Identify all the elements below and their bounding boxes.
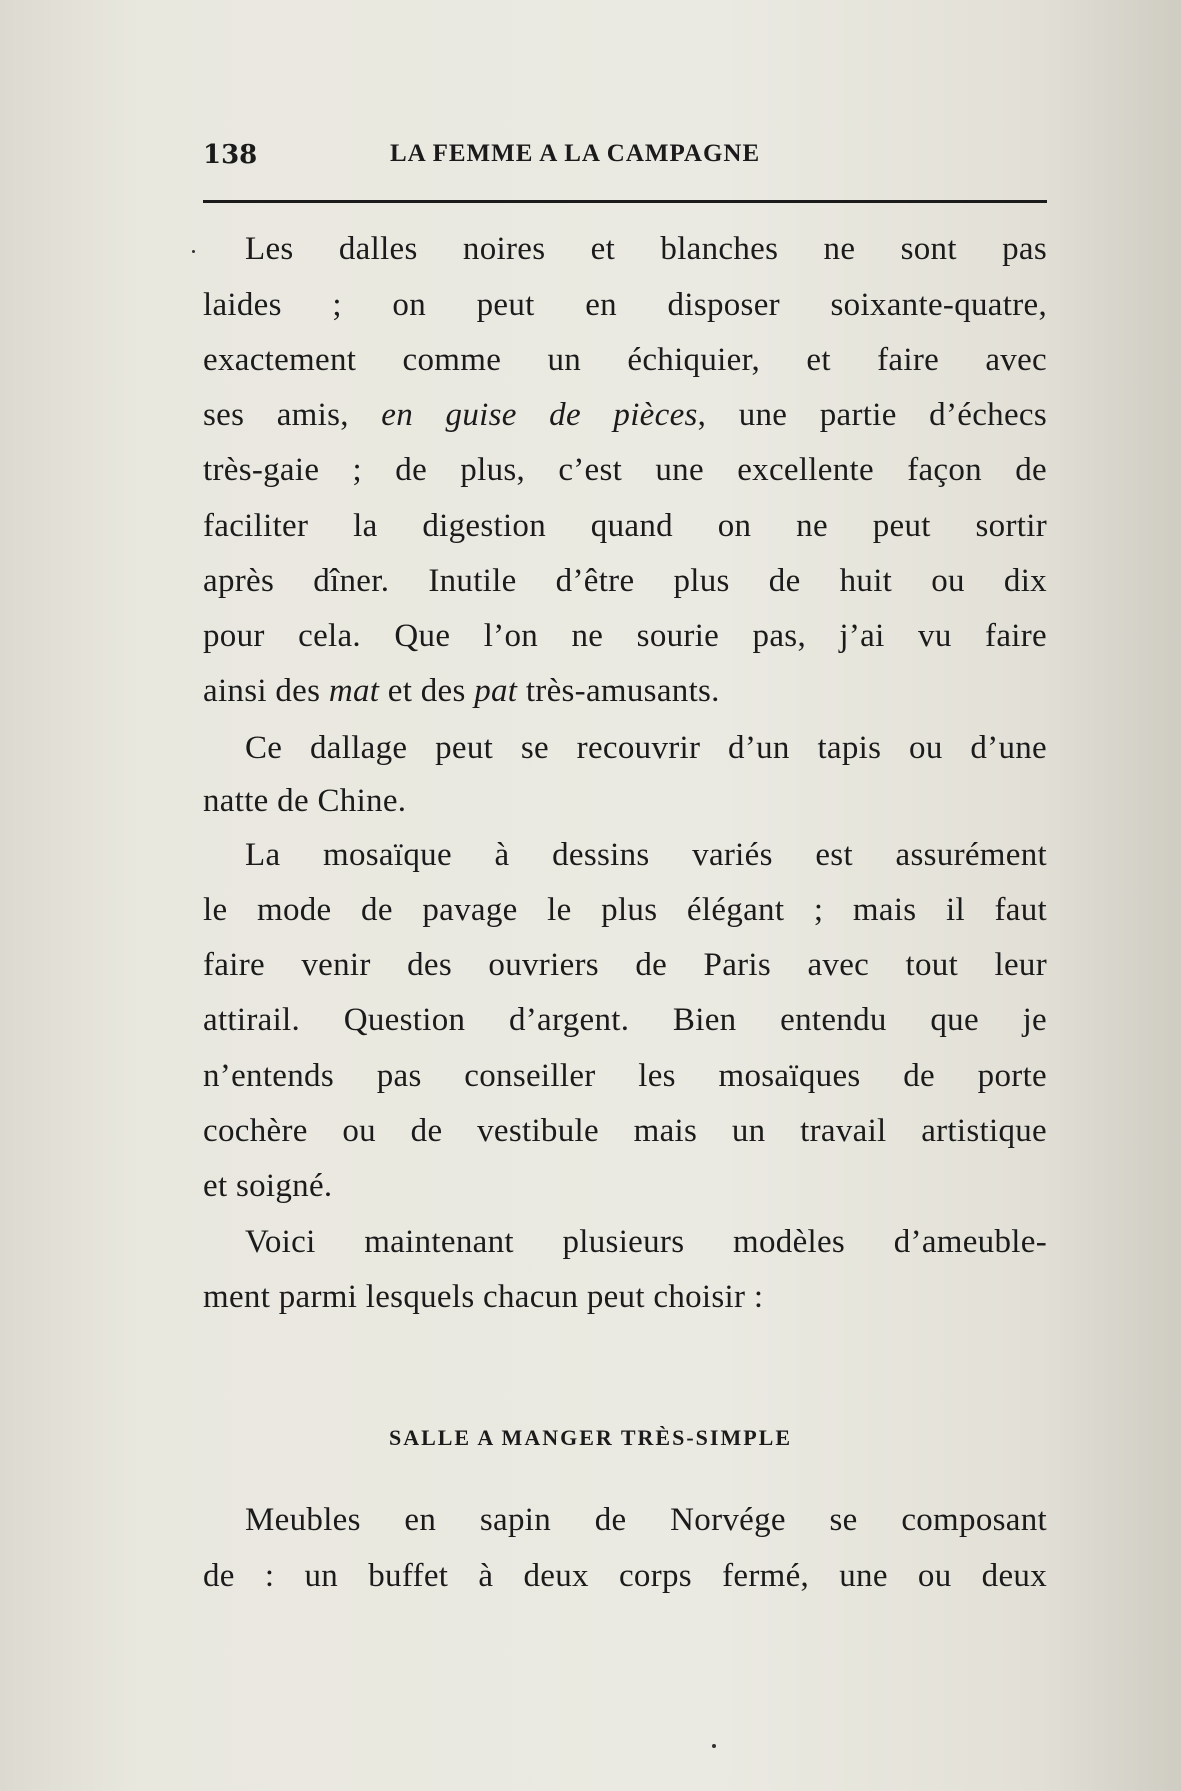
- text-line: natte de Chine.: [203, 783, 407, 819]
- text-run: très-amusants.: [517, 673, 720, 709]
- italic-text: mat: [328, 673, 380, 709]
- text-run: ainsi des: [203, 673, 329, 709]
- text-line: très-gaie ; de plus, c’est une excellente façon de: [203, 452, 1047, 488]
- text-line: après dîner. Inutile d’être plus de huit ou dix: [203, 563, 1047, 599]
- print-speck: [192, 250, 195, 253]
- text-run: et des: [379, 673, 475, 709]
- text-line: Voici maintenant plusieurs modèles d’ameuble-: [245, 1224, 1047, 1260]
- text-line: ment parmi lesquels chacun peut choisir :: [203, 1279, 764, 1315]
- running-title: LA FEMME A LA CAMPAGNE: [390, 140, 761, 167]
- text-line: Ce dallage peut se recouvrir d’un tapis ou d’une: [245, 730, 1047, 766]
- section-heading: SALLE A MANGER TRÈS-SIMPLE: [388, 1425, 793, 1450]
- text-line: pour cela. Que l’on ne sourie pas, j’ai vu faire: [203, 618, 1047, 654]
- text-line: Meubles en sapin de Norvége se composant: [245, 1502, 1047, 1538]
- text-line: exactement comme un échiquier, et faire avec: [203, 342, 1047, 378]
- text-line: et soigné.: [203, 1168, 333, 1204]
- text-line: de : un buffet à deux corps fermé, une ou deux: [203, 1558, 1047, 1594]
- text-line: attirail. Question d’argent. Bien entendu que je: [203, 1002, 1047, 1038]
- text-line: le mode de pavage le plus élégant ; mais il faut: [203, 892, 1047, 928]
- italic-text: pat: [474, 673, 518, 709]
- header-rule: [203, 200, 1047, 203]
- text-line: n’entends pas conseiller les mosaïques de porte: [203, 1058, 1047, 1094]
- text-line: cochère ou de vestibule mais un travail artistique: [203, 1113, 1047, 1149]
- text-line: [203, 395, 1047, 435]
- page-number: 138: [203, 140, 258, 170]
- text-line: laides ; on peut en disposer soixante-quatre,: [203, 287, 1047, 323]
- text-run: , une partie d’échecs: [697, 397, 1047, 433]
- print-speck: [712, 1744, 716, 1748]
- text-line: La mosaïque à dessins variés est assurément: [245, 837, 1047, 873]
- text-run: ses amis,: [203, 397, 382, 433]
- text-line: Les dalles noires et blanches ne sont pas: [245, 231, 1047, 267]
- italic-text: en guise de pièces: [381, 397, 698, 433]
- text-line: faire venir des ouvriers de Paris avec tout leur: [203, 947, 1047, 983]
- text-line: faciliter la digestion quand on ne peut sortir: [203, 508, 1047, 544]
- text-line: [203, 671, 1047, 711]
